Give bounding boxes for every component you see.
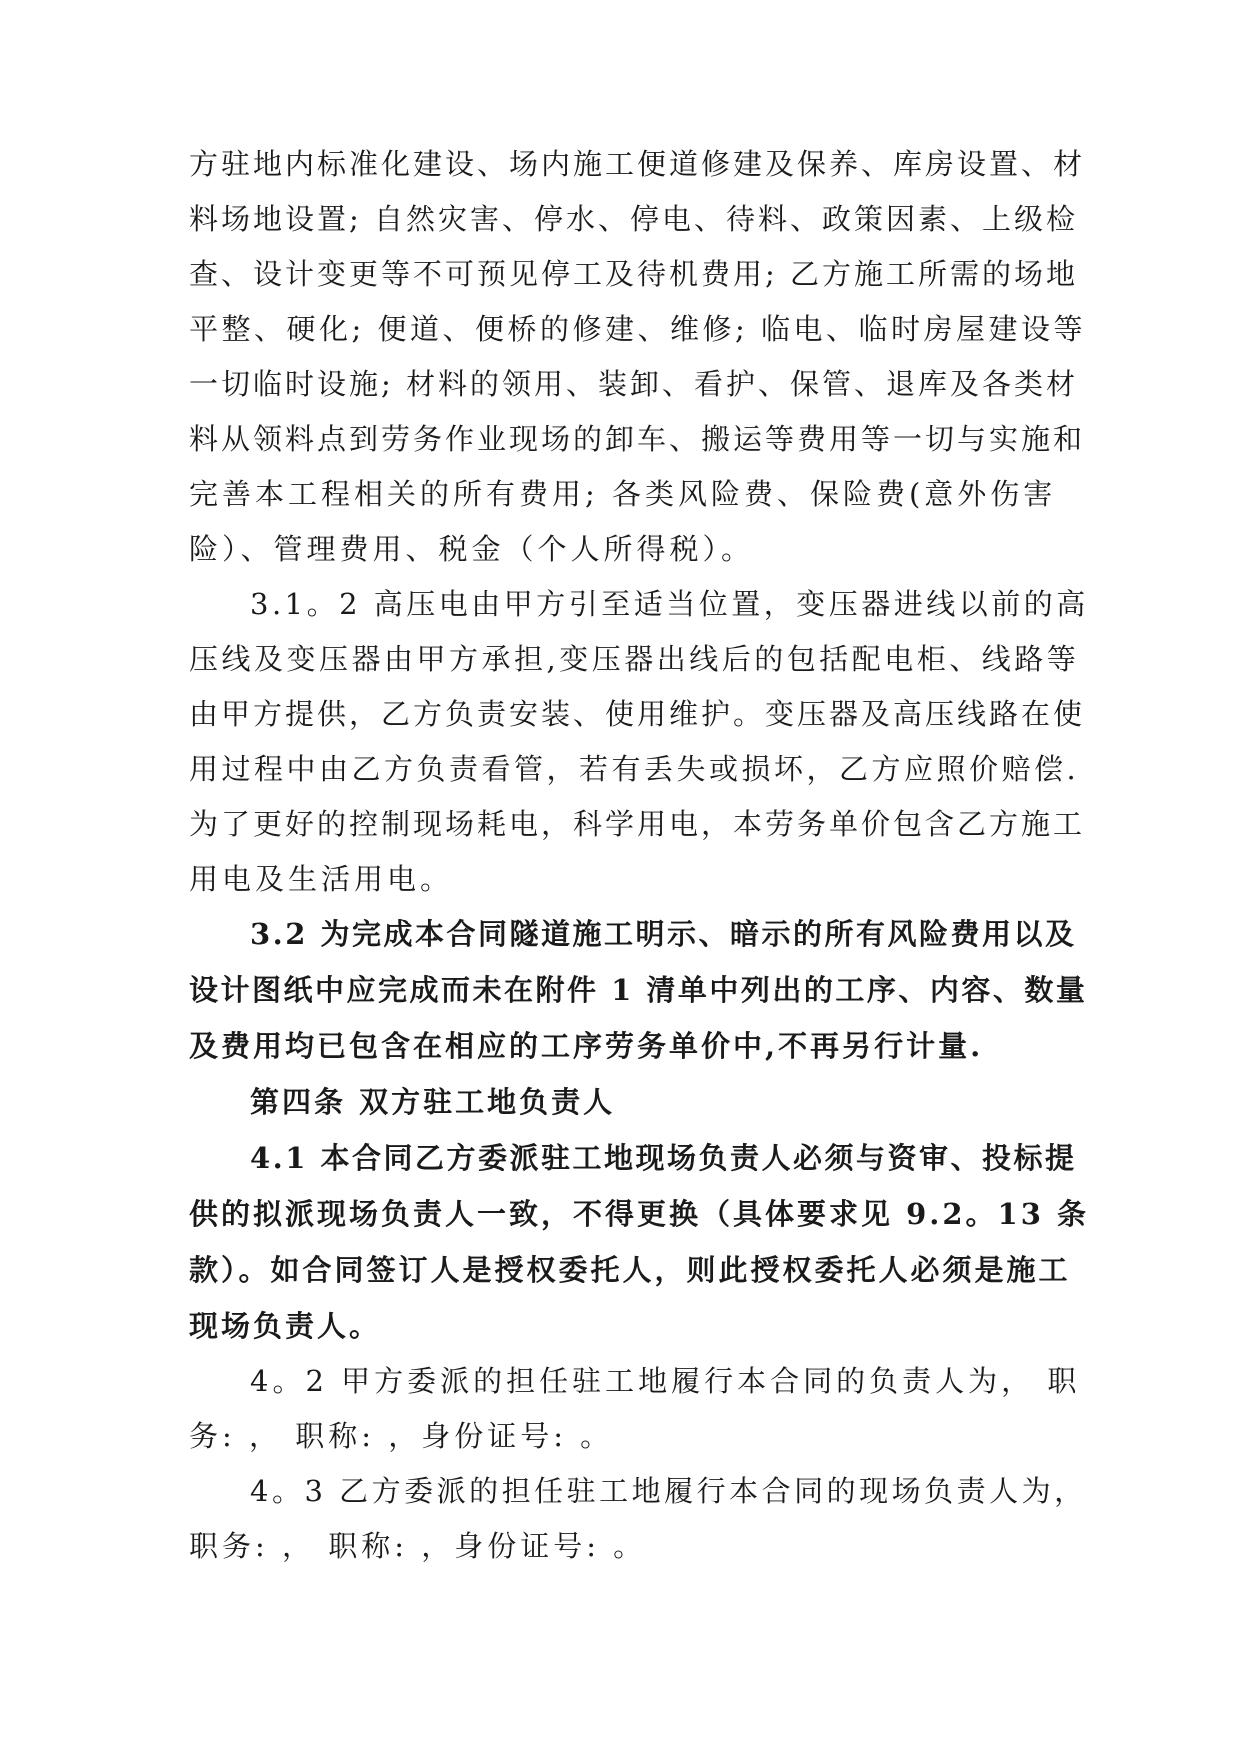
text-line: 供的拟派现场负责人一致，不得更换（具体要求见 9.2。13 条 bbox=[189, 1197, 1090, 1231]
text-line: 用电及生活用电。 bbox=[189, 862, 454, 896]
text-line: 由甲方提供，乙方负责安装、使用维护。变压器及高压线路在使 bbox=[189, 697, 1086, 731]
text-line: 料场地设置; 自然灾害、停水、停电、待料、政策因素、上级检 bbox=[189, 202, 1078, 236]
text-line: 4。2 甲方委派的担任驻工地履行本合同的负责人为， 职 bbox=[250, 1364, 1081, 1398]
text-line: 平整、硬化; 便道、便桥的修建、维修; 临电、临时房屋建设等 bbox=[189, 312, 1086, 346]
text-line: 务: ， 职称: ，身份证号: 。 bbox=[189, 1419, 614, 1453]
text-line: 方驻地内标准化建设、场内施工便道修建及保养、库房设置、材 bbox=[189, 147, 1086, 181]
text-line: 第四条 双方驻工地负责人 bbox=[250, 1085, 616, 1119]
text-line: 料从领料点到劳务作业现场的卸车、搬运等费用等一切与实施和 bbox=[189, 422, 1086, 456]
text-line: 3.1。2 高压电由甲方引至适当位置，变压器进线以前的高 bbox=[250, 587, 1089, 621]
text-line: 完善本工程相关的所有费用; 各类风险费、保险费(意外伤害 bbox=[189, 477, 1057, 511]
text-line: 4。3 乙方委派的担任驻工地履行本合同的现场负责人为， bbox=[250, 1474, 1087, 1508]
text-line: 为了更好的控制现场耗电，科学用电，本劳务单价包含乙方施工 bbox=[189, 807, 1086, 841]
text-line: 职务: ， 职称: ，身份证号: 。 bbox=[189, 1529, 647, 1563]
text-line: 现场负责人。 bbox=[189, 1309, 382, 1343]
text-line: 险）、管理费用、税金（个人所得税）。 bbox=[189, 532, 755, 566]
text-line: 用过程中由乙方负责看管，若有丢失或损坏，乙方应照价赔偿. bbox=[189, 752, 1080, 786]
text-line: 查、设计变更等不可预见停工及待机费用; 乙方施工所需的场地 bbox=[189, 257, 1078, 291]
text-line: 款）。如合同签订人是授权委托人，则此授权委托人必须是施工 bbox=[189, 1253, 1071, 1287]
text-line: 设计图纸中应完成而未在附件 1 清单中列出的工序、内容、数量 bbox=[189, 973, 1088, 1007]
text-line: 及费用均已包含在相应的工序劳务单价中,不再另行计量. bbox=[189, 1029, 984, 1063]
text-line: 一切临时设施; 材料的领用、装卸、看护、保管、退库及各类材 bbox=[189, 367, 1078, 401]
text-line: 3.2 为完成本合同隧道施工明示、暗示的所有风险费用以及 bbox=[250, 917, 1077, 951]
text-line: 4.1 本合同乙方委派驻工地现场负责人必须与资审、投标提 bbox=[250, 1141, 1077, 1175]
text-line: 压线及变压器由甲方承担,变压器出线后的包括配电柜、线路等 bbox=[189, 642, 1080, 676]
